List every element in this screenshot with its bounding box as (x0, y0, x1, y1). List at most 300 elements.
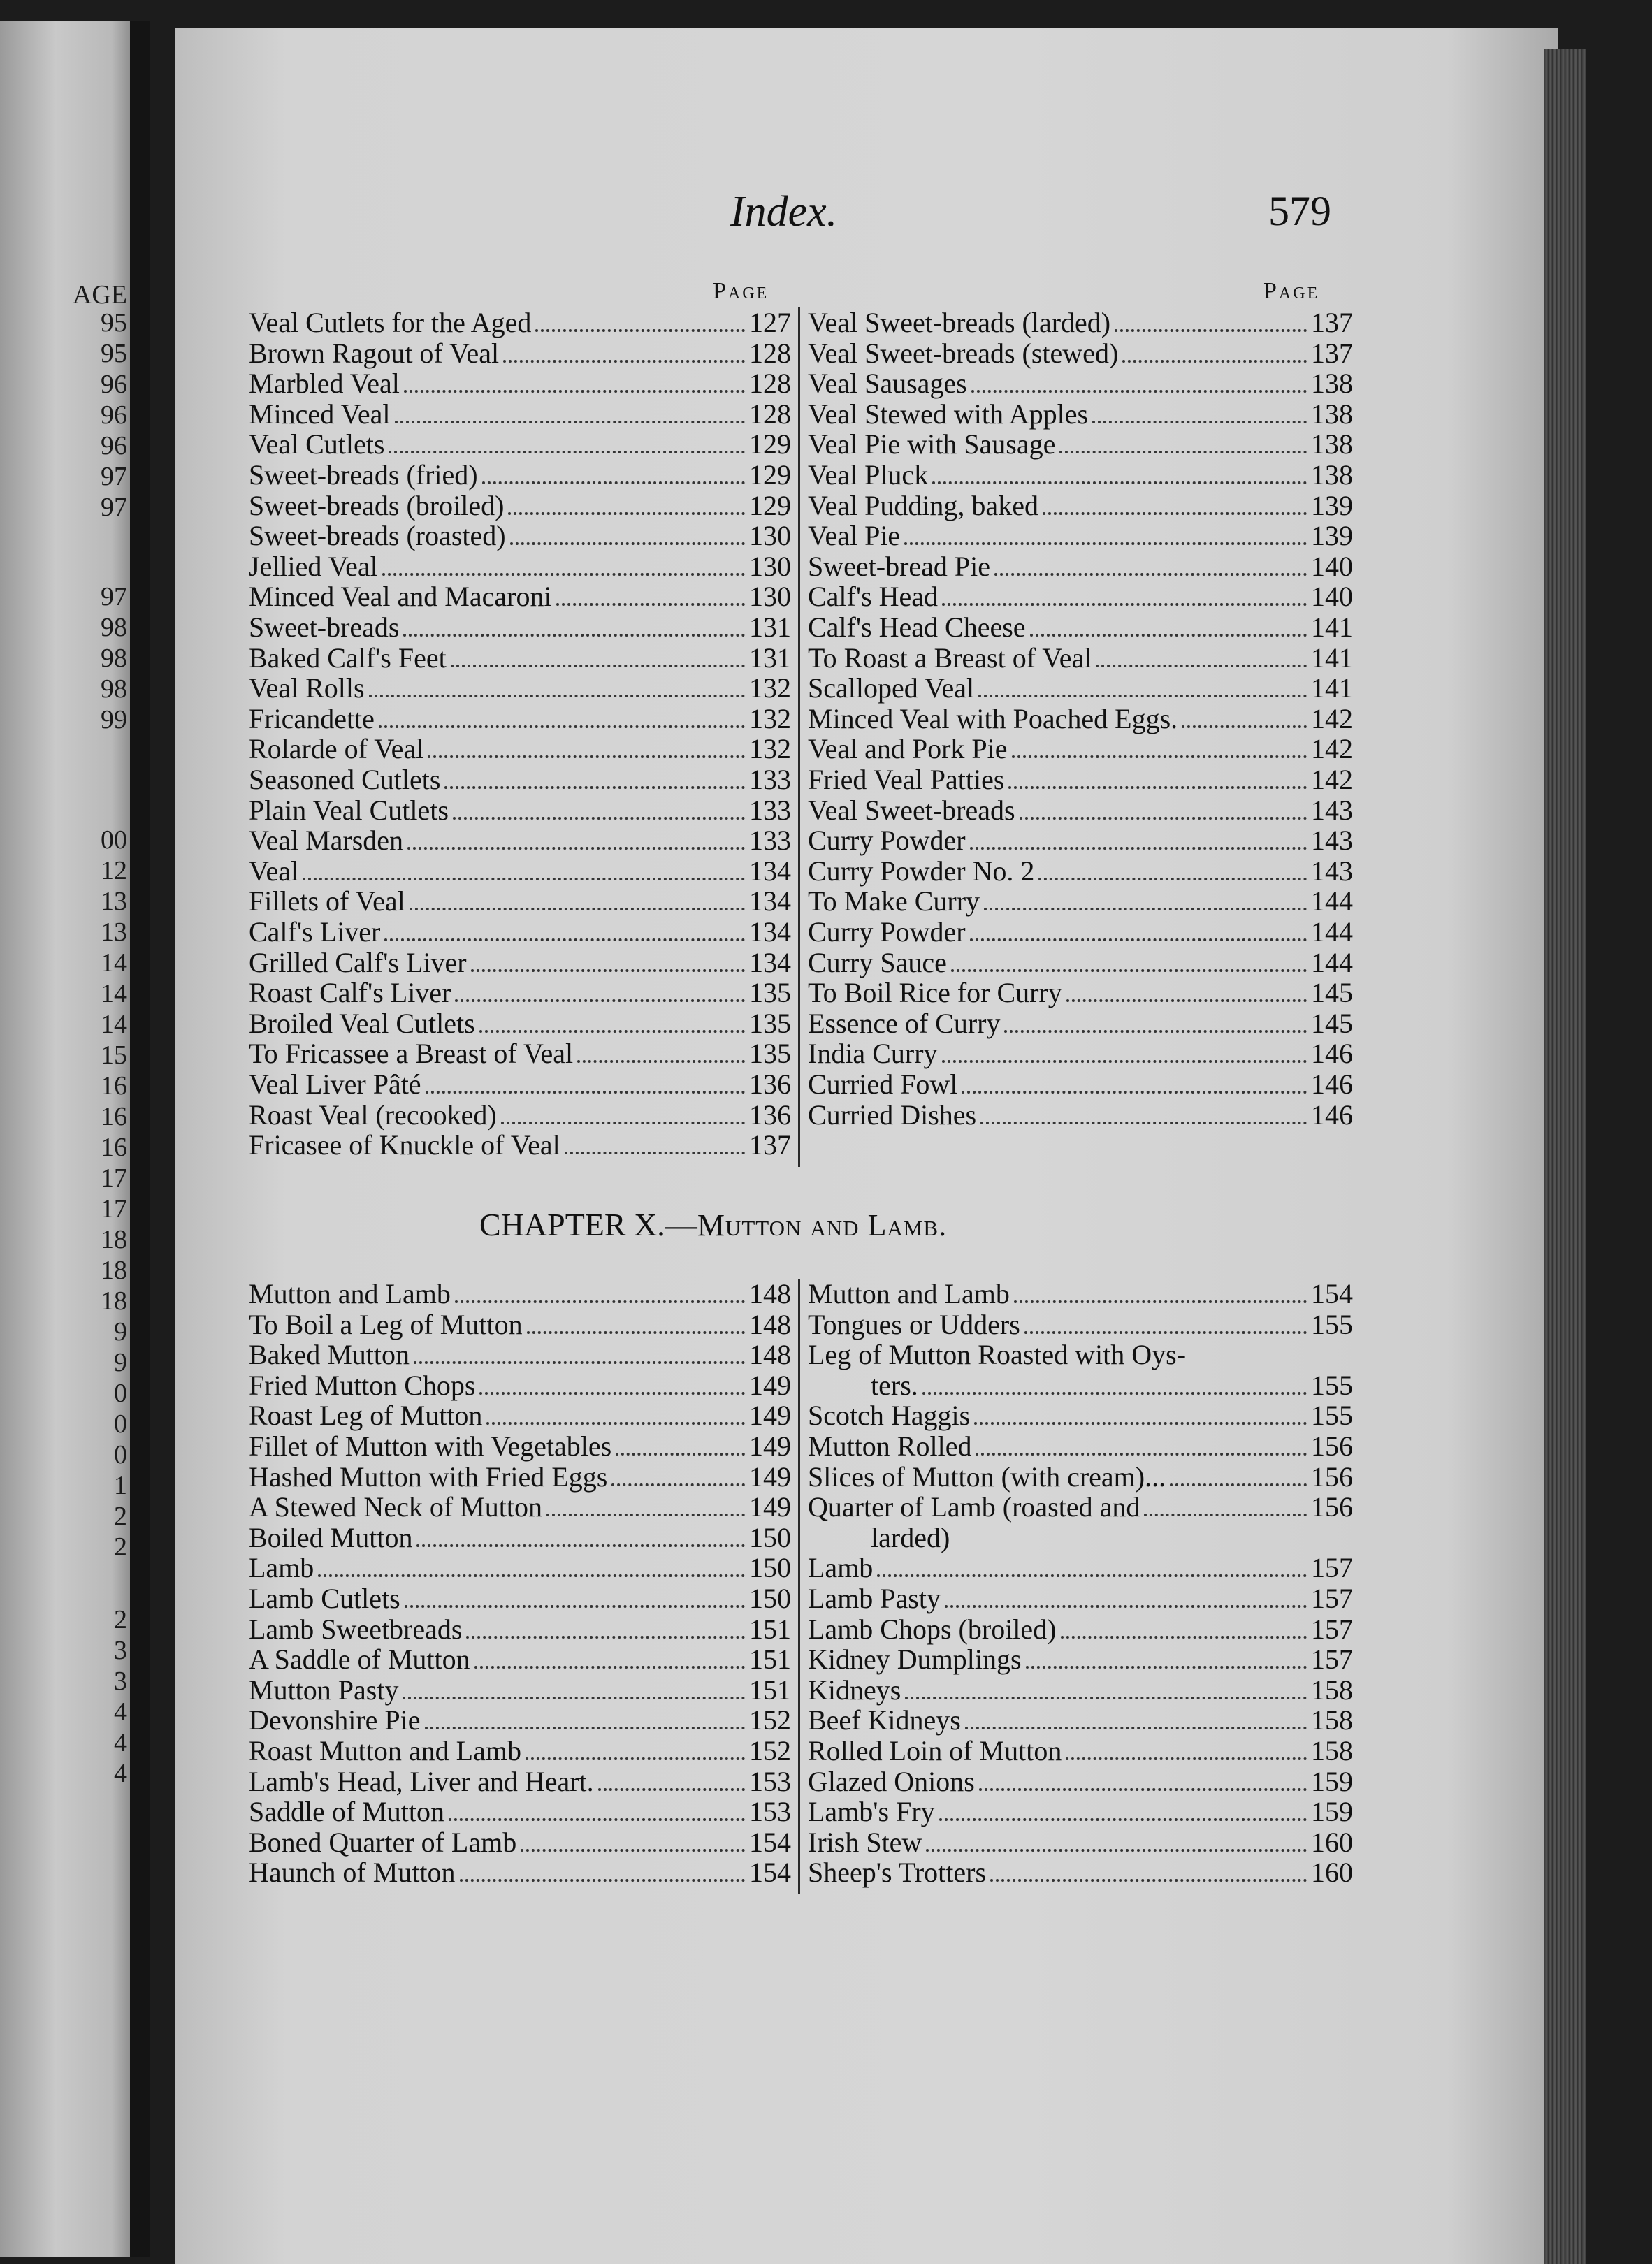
entry-title: Beef Kidneys (808, 1704, 961, 1736)
entry-page-number: 153 (749, 1796, 791, 1828)
entry-page-number: 143 (1311, 794, 1353, 826)
entry-page-number: 143 (1311, 825, 1353, 857)
entry-page-number: 146 (1311, 1098, 1353, 1131)
entry-page-number: 135 (749, 977, 791, 1009)
entry-page-number: 155 (1311, 1369, 1353, 1401)
entry-page-number: 140 (1311, 550, 1353, 582)
dot-leader (384, 931, 745, 941)
dot-leader (976, 1446, 1307, 1456)
index-entry (249, 1008, 791, 1039)
entry-page-number: 154 (1311, 1278, 1353, 1309)
dot-leader (962, 1084, 1307, 1094)
entry-page-number: 140 (1311, 581, 1353, 613)
index-entry (808, 1644, 1353, 1675)
dot-leader (1066, 992, 1307, 1002)
dot-leader (449, 1811, 745, 1821)
entry-title: Curry Powder (808, 825, 966, 857)
index-entry (249, 825, 791, 856)
index-entry (249, 1675, 791, 1706)
entry-page-number: 138 (1311, 368, 1353, 400)
dot-leader (556, 596, 745, 606)
chapter-name: Mutton and Lamb. (697, 1208, 948, 1242)
index-entry (808, 1523, 1353, 1553)
entry-title: To Fricassee a Breast of Veal (249, 1038, 574, 1070)
dot-leader (598, 1781, 745, 1791)
entry-title: Veal and Pork Pie (808, 733, 1008, 765)
entry-page-number: 148 (749, 1339, 791, 1371)
dot-leader (979, 1781, 1307, 1791)
dot-leader (471, 962, 745, 972)
entry-page-number: 133 (749, 825, 791, 857)
entry-title: Kidney Dumplings (808, 1643, 1022, 1676)
dot-leader (414, 1354, 745, 1364)
index-entry (249, 1523, 791, 1553)
index-entry (249, 1130, 791, 1161)
previous-page-fragment: 13 (101, 887, 127, 916)
index-entry (249, 1736, 791, 1766)
entry-title: Lamb's Head, Liver and Heart. (249, 1765, 594, 1797)
dot-leader (1066, 1750, 1307, 1760)
entry-page-number: 133 (749, 794, 791, 826)
dot-leader (527, 1324, 745, 1334)
entry-page-number: 151 (749, 1674, 791, 1706)
index-entry (249, 764, 791, 795)
entry-title: Calf's Head Cheese (808, 611, 1026, 643)
entry-title: Baked Calf's Feet (249, 641, 447, 674)
entry-title: India Curry (808, 1038, 938, 1070)
entry-page-number: 128 (749, 398, 791, 430)
entry-page-number: 139 (1311, 489, 1353, 521)
dot-leader (1043, 505, 1307, 515)
entry-page-number: 142 (1311, 733, 1353, 765)
entry-title: Veal Sweet-breads (808, 794, 1015, 826)
entry-title: Rolarde of Veal (249, 733, 424, 765)
entry-page-number: 145 (1311, 1007, 1353, 1039)
dot-leader (369, 688, 745, 697)
dot-leader (403, 1690, 745, 1699)
dot-leader (405, 1598, 745, 1608)
entry-page-number: 141 (1311, 672, 1353, 704)
entry-page-number: 138 (1311, 398, 1353, 430)
entry-page-number: 134 (749, 916, 791, 948)
dot-leader (389, 444, 745, 453)
entry-page-number: 160 (1311, 1826, 1353, 1858)
previous-page-fragment: 9 (114, 1317, 127, 1347)
entry-page-number: 154 (749, 1857, 791, 1889)
previous-page-fragment: 3 (114, 1636, 127, 1665)
entry-page-number: 150 (749, 1552, 791, 1584)
dot-leader (474, 1659, 745, 1669)
index-entry (249, 368, 791, 399)
index-entry (249, 673, 791, 704)
entry-title: ters. (871, 1369, 918, 1401)
dot-leader (1020, 810, 1307, 820)
dot-leader (939, 1811, 1307, 1821)
dot-leader (1008, 779, 1307, 789)
entry-title: Fricandette (249, 702, 375, 734)
dot-leader (466, 1629, 745, 1639)
index-entry (808, 521, 1353, 551)
previous-page-fragment: 18 (101, 1286, 127, 1316)
entry-title: Lamb (808, 1552, 874, 1584)
entry-title: Veal Cutlets (249, 428, 385, 460)
dot-leader (994, 566, 1307, 576)
index-entry (808, 1797, 1353, 1827)
dot-leader (978, 688, 1307, 697)
entry-title: Baked Mutton (249, 1339, 410, 1371)
index-entry (249, 734, 791, 764)
entry-title: Minced Veal and Macaroni (249, 581, 552, 613)
entry-title: Sweet-breads (roasted) (249, 520, 506, 552)
dot-leader (611, 1476, 745, 1486)
dot-leader (942, 596, 1307, 606)
entry-title: Minced Veal with Poached Eggs. (808, 702, 1178, 734)
index-entry (808, 704, 1353, 734)
entry-page-number: 135 (749, 1007, 791, 1039)
dot-leader (980, 1115, 1307, 1124)
index-entry (249, 521, 791, 551)
index-entry (808, 1279, 1353, 1309)
entry-page-number: 158 (1311, 1735, 1353, 1766)
dot-leader (521, 1842, 745, 1852)
dot-leader (1096, 658, 1307, 667)
previous-page-fragment: 97 (101, 582, 127, 611)
entry-title: Roast Calf's Liver (249, 977, 451, 1009)
entry-page-number: 132 (749, 733, 791, 765)
index-entry (249, 1705, 791, 1736)
dot-leader (428, 748, 745, 758)
index-entry (808, 1431, 1353, 1462)
previous-page-fragment: 98 (101, 644, 127, 673)
entry-title: Seasoned Cutlets (249, 764, 441, 795)
dot-leader (426, 1084, 745, 1094)
previous-page-fragment: AGE (72, 280, 127, 310)
index-entry (808, 1400, 1353, 1431)
index-entry (249, 795, 791, 826)
book-gutter (130, 21, 150, 2257)
entry-title: Devonshire Pie (249, 1704, 421, 1736)
dot-leader (1092, 414, 1307, 423)
entry-page-number: 141 (1311, 641, 1353, 674)
previous-page-fragment: 0 (114, 1409, 127, 1439)
index-entry (808, 886, 1353, 917)
previous-page-fragment: 96 (101, 370, 127, 399)
entry-title: Curried Fowl (808, 1068, 958, 1100)
dot-leader (416, 1537, 745, 1547)
dot-leader (303, 871, 745, 880)
dot-leader (1014, 1293, 1307, 1303)
index-entry (249, 1766, 791, 1797)
index-entry (249, 643, 791, 674)
entry-page-number: 154 (749, 1826, 791, 1858)
index-entry (808, 1736, 1353, 1766)
dot-leader (1012, 748, 1307, 758)
entry-page-number: 157 (1311, 1643, 1353, 1676)
entry-page-number: 134 (749, 855, 791, 887)
index-entry (808, 673, 1353, 704)
entry-page-number: 150 (749, 1583, 791, 1614)
dot-leader (984, 901, 1307, 910)
entry-title: Veal Pudding, baked (808, 489, 1038, 521)
index-entry (808, 1857, 1353, 1888)
previous-page-fragment: 99 (101, 705, 127, 734)
previous-page-fragment: 0 (114, 1440, 127, 1470)
index-entry (808, 917, 1353, 948)
entry-title: Hashed Mutton with Fried Eggs (249, 1460, 608, 1493)
previous-page-fragment: 95 (101, 339, 127, 368)
entry-page-number: 142 (1311, 764, 1353, 795)
previous-page-fragment: 14 (101, 979, 127, 1008)
index-entry (249, 1492, 791, 1523)
entry-title: Veal Pie with Sausage (808, 428, 1056, 460)
entry-title: Saddle of Mutton (249, 1796, 444, 1828)
entry-page-number: 158 (1311, 1674, 1353, 1706)
previous-page-fragment: 96 (101, 400, 127, 430)
entry-title: Calf's Head (808, 581, 939, 613)
chapter-number: CHAPTER X.— (479, 1207, 697, 1242)
entry-page-number: 131 (749, 611, 791, 643)
entry-page-number: 153 (749, 1765, 791, 1797)
dot-leader (971, 383, 1307, 393)
previous-page-fragment: 98 (101, 613, 127, 642)
entry-page-number: 128 (749, 368, 791, 400)
running-title: Index. (730, 188, 838, 235)
dot-leader (503, 353, 745, 363)
entry-title: Curry Powder No. 2 (808, 855, 1035, 887)
index-entry (808, 1309, 1353, 1340)
entry-title: Lamb's Fry (808, 1796, 935, 1828)
index-entry (249, 1644, 791, 1675)
entry-title: Leg of Mutton Roasted with Oys- (808, 1339, 1187, 1371)
index-entry (808, 368, 1353, 399)
entry-page-number: 136 (749, 1098, 791, 1131)
index-entry (249, 1583, 791, 1614)
dot-leader (1026, 1659, 1307, 1669)
entry-title: Boned Quarter of Lamb (249, 1826, 517, 1858)
entry-title: Sweet-bread Pie (808, 550, 991, 582)
dot-leader (403, 627, 745, 637)
entry-page-number: 160 (1311, 1857, 1353, 1889)
dot-leader (395, 414, 745, 423)
entry-title: To Roast a Breast of Veal (808, 641, 1092, 674)
entry-page-number: 155 (1311, 1400, 1353, 1432)
entry-title: To Boil Rice for Curry (808, 977, 1062, 1009)
entry-title: Fillet of Mutton with Vegetables (249, 1430, 612, 1462)
index-entry (249, 1069, 791, 1100)
entry-page-number: 136 (749, 1068, 791, 1100)
previous-page-fragment: 00 (101, 825, 127, 855)
entry-page-number: 130 (749, 581, 791, 613)
entry-page-number: 144 (1311, 916, 1353, 948)
index-entry (808, 764, 1353, 795)
dot-leader (1061, 1629, 1307, 1639)
index-entry (249, 1400, 791, 1431)
entry-page-number: 131 (749, 641, 791, 674)
index-entry (808, 825, 1353, 856)
dot-leader (535, 322, 745, 332)
entry-title: Essence of Curry (808, 1007, 1001, 1039)
entry-title: Broiled Veal Cutlets (249, 1007, 475, 1039)
index-entry (249, 1370, 791, 1401)
dot-leader (1004, 1023, 1307, 1033)
dot-leader (404, 383, 745, 393)
entry-title: Veal Liver Pâté (249, 1068, 421, 1100)
index-entry (249, 1857, 791, 1888)
entry-title: Sweet-breads (broiled) (249, 489, 505, 521)
previous-page-fragment: 4 (114, 1759, 127, 1788)
entry-page-number: 155 (1311, 1308, 1353, 1340)
mutton-index-section (249, 1279, 1353, 1908)
entry-page-number: 137 (1311, 337, 1353, 369)
index-entry (808, 1614, 1353, 1645)
index-entry (808, 581, 1353, 612)
entry-page-number: 129 (749, 459, 791, 491)
index-entry (808, 307, 1353, 338)
entry-page-number: 157 (1311, 1613, 1353, 1645)
index-entry (808, 1553, 1353, 1583)
entry-title: Rolled Loin of Mutton (808, 1735, 1062, 1766)
dot-leader (382, 566, 745, 576)
entry-title: Sweet-breads (fried) (249, 459, 478, 491)
entry-title: Veal Pie (808, 520, 901, 552)
dot-leader (318, 1567, 745, 1577)
entry-title: Mutton Rolled (808, 1430, 972, 1462)
dot-leader (455, 992, 745, 1002)
entry-page-number: 148 (749, 1308, 791, 1340)
previous-page-fragment: 2 (114, 1532, 127, 1562)
index-entry (808, 643, 1353, 674)
entry-title: larded) (871, 1521, 950, 1553)
entry-title: Fried Mutton Chops (249, 1369, 476, 1401)
dot-leader (1144, 1507, 1307, 1516)
index-entry (249, 1553, 791, 1583)
entry-page-number: 137 (1311, 307, 1353, 338)
dot-leader (479, 1385, 745, 1395)
previous-page-fragment: 3 (114, 1667, 127, 1696)
entry-title: A Saddle of Mutton (249, 1643, 470, 1676)
entry-title: Veal Stewed with Apples (808, 398, 1089, 430)
previous-page-fragment: 15 (101, 1040, 127, 1070)
entry-page-number: 138 (1311, 428, 1353, 460)
index-entry (249, 917, 791, 948)
entry-page-number: 129 (749, 489, 791, 521)
dot-leader (379, 718, 745, 728)
entry-page-number: 141 (1311, 611, 1353, 643)
previous-page-fragment: 96 (101, 431, 127, 460)
dot-leader (1182, 718, 1307, 728)
entry-title: Curry Sauce (808, 946, 947, 978)
dot-leader (501, 1115, 745, 1124)
chapter-heading (479, 1206, 947, 1243)
entry-title: Mutton and Lamb (808, 1278, 1010, 1309)
index-entry (808, 1340, 1353, 1370)
index-entry (249, 978, 791, 1008)
dot-leader (444, 779, 745, 789)
dot-leader (974, 1415, 1307, 1425)
entry-title: Tongues or Udders (808, 1308, 1020, 1340)
index-entry (249, 307, 791, 338)
entry-page-number: 148 (749, 1278, 791, 1309)
entry-title: A Stewed Neck of Mutton (249, 1491, 542, 1523)
entry-page-number: 156 (1311, 1491, 1353, 1523)
index-entry (808, 978, 1353, 1008)
entry-page-number: 151 (749, 1643, 791, 1676)
dot-leader (479, 1023, 745, 1033)
previous-page-fragment: 98 (101, 674, 127, 704)
dot-leader (455, 1293, 745, 1303)
index-entry (249, 1462, 791, 1493)
page-column-heading-right: Page (1263, 278, 1320, 304)
previous-page-fragment: 17 (101, 1163, 127, 1193)
entry-title: Curried Dishes (808, 1098, 977, 1131)
dot-leader (926, 1842, 1307, 1852)
entry-title: Lamb (249, 1552, 314, 1584)
index-entry (808, 460, 1353, 491)
previous-page-fragment: 1 (114, 1471, 127, 1500)
index-entry (249, 460, 791, 491)
entry-title: Plain Veal Cutlets (249, 794, 449, 826)
index-entry (249, 1279, 791, 1309)
page-number: 579 (1268, 188, 1331, 234)
dot-leader (932, 474, 1307, 484)
previous-page-fragment: 97 (101, 493, 127, 522)
entry-title: Minced Veal (249, 398, 391, 430)
dot-leader (1038, 871, 1307, 880)
index-entry (808, 1370, 1353, 1401)
dot-leader (425, 1720, 745, 1729)
index-entry (249, 886, 791, 917)
entry-title: Calf's Liver (249, 916, 381, 948)
entry-title: Mutton and Lamb (249, 1278, 451, 1309)
entry-page-number: 135 (749, 1038, 791, 1070)
dot-leader (945, 1598, 1307, 1608)
entry-page-number: 151 (749, 1613, 791, 1645)
entry-page-number: 149 (749, 1400, 791, 1432)
index-entry (808, 1038, 1353, 1069)
entry-page-number: 138 (1311, 459, 1353, 491)
dot-leader (877, 1567, 1307, 1577)
index-entry (808, 399, 1353, 430)
dot-leader (970, 840, 1307, 850)
veal-index-section (249, 307, 1353, 1174)
index-entry (808, 1766, 1353, 1797)
entry-page-number: 132 (749, 672, 791, 704)
entry-title: Fried Veal Patties (808, 764, 1005, 795)
entry-title: Roast Mutton and Lamb (249, 1735, 521, 1766)
entry-title: Lamb Sweetbreads (249, 1613, 463, 1645)
entry-page-number: 149 (749, 1460, 791, 1493)
entry-page-number: 127 (749, 307, 791, 338)
entry-page-number: 137 (749, 1129, 791, 1161)
dot-leader (1059, 444, 1307, 453)
previous-page-fragment: 13 (101, 917, 127, 947)
entry-page-number: 134 (749, 885, 791, 917)
entry-page-number: 149 (749, 1491, 791, 1523)
entry-page-number: 157 (1311, 1583, 1353, 1614)
entry-page-number: 143 (1311, 855, 1353, 887)
entry-title: Roast Leg of Mutton (249, 1400, 483, 1432)
column-divider (798, 307, 800, 1167)
previous-page-fragment: 14 (101, 1010, 127, 1039)
index-entry (249, 1309, 791, 1340)
entry-page-number: 152 (749, 1704, 791, 1736)
index-entry (808, 948, 1353, 978)
index-entry (808, 1583, 1353, 1614)
dot-leader (546, 1507, 745, 1516)
index-entry (808, 856, 1353, 887)
dot-leader (905, 1690, 1307, 1699)
index-entry (249, 1340, 791, 1370)
